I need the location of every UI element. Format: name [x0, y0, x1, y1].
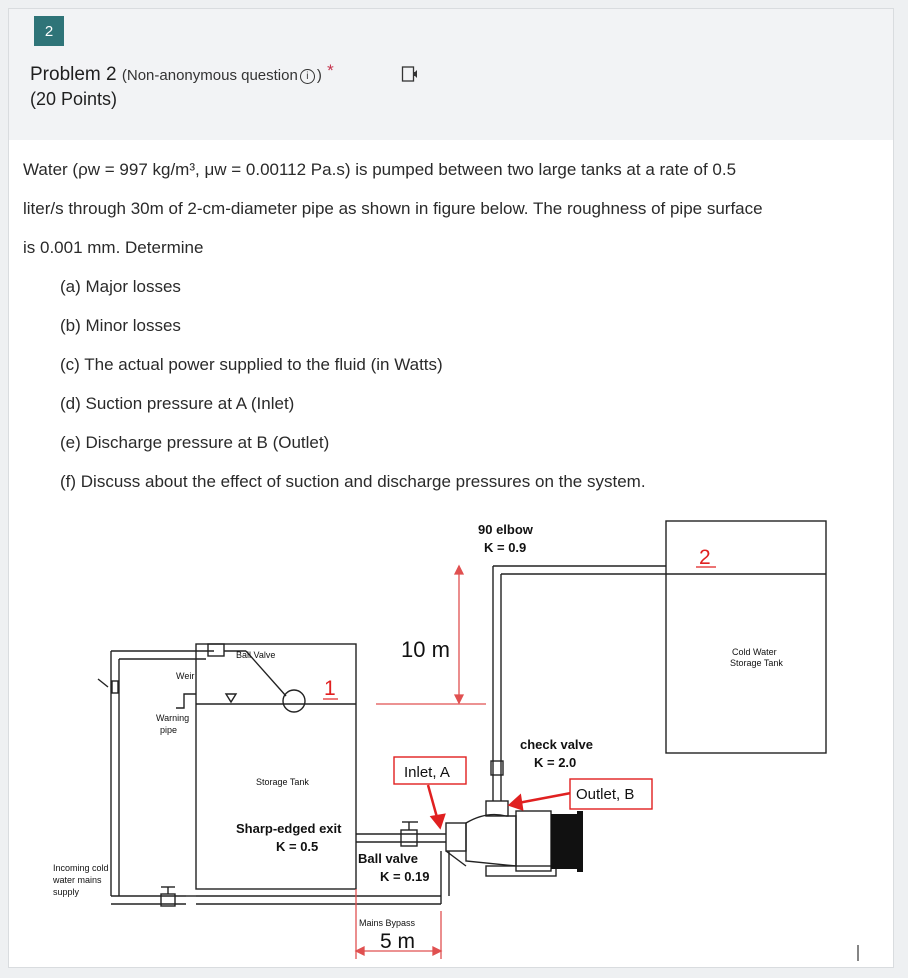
question-number-badge: 2 [34, 16, 64, 46]
qualifier-close: ) [316, 67, 322, 84]
question-title [30, 61, 334, 86]
question-title-text: Problem 2 [30, 64, 117, 85]
question-qualifier [122, 67, 322, 84]
question-card [8, 8, 894, 968]
storage-tank-label: Storage Tank [256, 777, 309, 787]
incoming-label-1: Incoming cold [53, 863, 109, 873]
question-points: (20 Points) [30, 89, 118, 109]
length-label: 5 m [380, 930, 416, 953]
point-1-label: 1 [324, 677, 336, 700]
ball-valve-label: Ball valve [358, 851, 418, 866]
check-valve-label: check valve [520, 737, 594, 752]
pump-outlet-flange [486, 801, 508, 816]
motor-fins [577, 811, 583, 872]
warning-pipe [176, 694, 196, 708]
sharp-exit-label: Sharp-edged exit [236, 821, 342, 836]
weir-label: Weir [176, 671, 195, 681]
part-f: (f) Discuss about the effect of suction and discharge pressures on the system. [60, 472, 646, 491]
part-e: (e) Discharge pressure at B (Outlet) [60, 433, 330, 452]
part-c: (c) The actual power supplied to the fluid (in Watts) [60, 355, 443, 374]
water-level-marker [226, 694, 236, 702]
inlet-label: Inlet, A [404, 764, 450, 781]
cold-tank-label-1: Cold Water [732, 647, 777, 657]
pump-casing [466, 815, 516, 866]
cold-tank-label-2: Storage Tank [730, 658, 783, 668]
parts-list [23, 267, 883, 501]
elbow-label: 90 elbow [478, 522, 533, 537]
outlet-label: Outlet, B [576, 786, 635, 803]
question-body [23, 150, 883, 501]
cold-water-tank [666, 521, 826, 753]
float-valve-body [208, 644, 224, 656]
sharp-exit-k-label: K = 0.5 [276, 839, 319, 854]
warning-pipe-label-1: Warning [156, 713, 190, 723]
intro-line-2: liter/s through 30m of 2-cm-diameter pipe as shown in figure below. The roughness of pipe surface [23, 199, 763, 218]
pump-motor [551, 814, 581, 869]
question-header [9, 9, 893, 140]
intro-line-3: is 0.001 mm. Determine [23, 238, 204, 257]
point-2-label: 2 [699, 546, 711, 569]
immersive-reader-icon[interactable] [401, 65, 419, 83]
outlet-arrow [518, 793, 571, 803]
mains-bypass-label: Mains Bypass [359, 918, 416, 928]
float-ball [283, 690, 305, 712]
pump-inlet-flange [446, 823, 466, 851]
check-valve-k-label: K = 2.0 [534, 755, 577, 770]
ball-valve-k-label: K = 0.19 [380, 869, 430, 884]
part-d: (d) Suction pressure at A (Inlet) [60, 394, 295, 413]
pump-system-diagram [46, 511, 866, 961]
height-label: 10 m [401, 637, 450, 662]
suction-ball-valve [401, 830, 417, 846]
incoming-label-2: water mains [53, 875, 102, 885]
part-a: (a) Major losses [60, 277, 181, 296]
required-mark: * [327, 61, 334, 80]
qualifier-open: (Non-anonymous question [121, 67, 298, 84]
intro-line-1: Water (ρw = 997 kg/m³, μw = 0.00112 Pa.s) is pumped between two large tanks at a rate of 0.5 [23, 160, 737, 179]
elbow-k-label: K = 0.9 [484, 540, 527, 555]
height-dimension [376, 566, 486, 704]
part-b: (b) Minor losses [60, 316, 181, 335]
incoming-label-3: supply [53, 887, 80, 897]
ball-valve-top-label: Ball Valve [236, 650, 276, 660]
info-icon[interactable]: i [300, 69, 315, 84]
warning-pipe-label-2: pipe [160, 725, 178, 735]
pump-coupling [516, 811, 551, 871]
